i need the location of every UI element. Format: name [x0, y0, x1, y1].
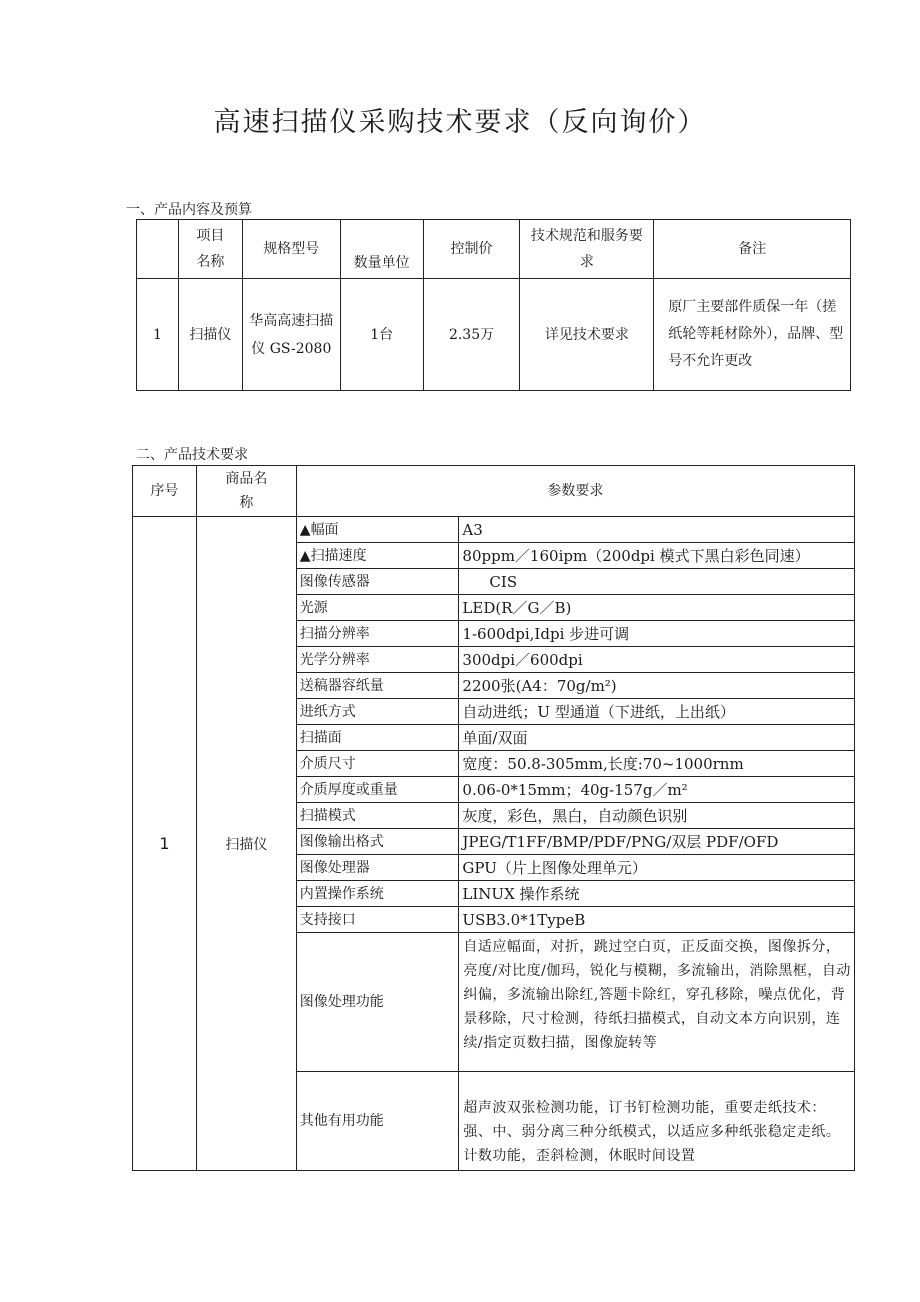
- param-key: 扫描模式: [296, 803, 459, 829]
- header-price: 控制价: [423, 220, 520, 279]
- row-seq: 1: [137, 279, 179, 391]
- product-name: 扫描仪: [196, 517, 296, 1171]
- param-key: 进纸方式: [296, 699, 459, 725]
- param-value: A3: [459, 517, 855, 543]
- section-heading-budget: 一、产品内容及预算: [126, 202, 252, 218]
- param-key: 扫描分辨率: [296, 621, 459, 647]
- param-key: 介质厚度或重量: [296, 777, 459, 803]
- param-value: 1-600dpi,Idpi 步进可调: [459, 621, 855, 647]
- header-params: 参数要求: [296, 466, 854, 517]
- param-value: 灰度，彩色，黑白，自动颜色识别: [459, 803, 855, 829]
- header-seq: 序号: [133, 466, 197, 517]
- param-key: 图像输出格式: [296, 829, 459, 855]
- param-value: JPEG/T1FF/BMP/PDF/PNG/双层 PDF/OFD: [459, 829, 855, 855]
- param-key: 支持接口: [296, 907, 459, 933]
- param-value: USB3.0*1TypeB: [459, 907, 855, 933]
- param-value: 300dpi／600dpi: [459, 647, 855, 673]
- param-value: 自适应幅面，对折，跳过空白页，正反面交换，图像拆分，亮度/对比度/伽玛，锐化与模糊，多流输出，消除黑框，自动纠偏，多流输出除红,答题卡除红，穿孔移除，噪点优化，背景移除，尺寸检测，待纸扫描模式，自动文本方向识别，连续/指定页数扫描，图像旋转等: [459, 933, 855, 1072]
- param-value: 宽度：50.8-305mm,长度:70~1000rnm: [459, 751, 855, 777]
- param-key: 光学分辨率: [296, 647, 459, 673]
- row-spec: 详见技术要求: [520, 279, 654, 391]
- param-value: CIS: [459, 569, 855, 595]
- param-value: 80ppm／160ipm（200dpi 模式下黑白彩色同速）: [459, 543, 855, 569]
- row-name: 扫描仪: [178, 279, 242, 391]
- param-key: 送稿器容纸量: [296, 673, 459, 699]
- tech-table-header: [133, 466, 855, 517]
- param-value: 0.06-0*15mm；40g-157g／m²: [459, 777, 855, 803]
- param-value: 超声波双张检测功能，订书钉检测功能，重要走纸技术：强、中、弱分离三种分纸模式，以适应多种纸张稳定走纸。计数功能，歪斜检测，休眠时间设置: [459, 1072, 855, 1171]
- page-title: 高速扫描仪采购技术要求（反向询价）: [213, 107, 707, 138]
- row-price: 2.35万: [423, 279, 520, 391]
- header-product-name: 商品名称: [196, 466, 296, 517]
- param-value: LINUX 操作系统: [459, 881, 855, 907]
- param-key: 其他有用功能: [296, 1072, 459, 1171]
- triangle-marker-icon: ▲: [299, 547, 311, 564]
- row-note: 原厂主要部件质保一年（搓纸轮等耗材除外），品牌、型号不允许更改: [654, 279, 851, 391]
- header-item-name: 项目名称: [178, 220, 242, 279]
- row-qty: 1台: [340, 279, 423, 391]
- param-value: 单面/双面: [459, 725, 855, 751]
- param-value: GPU（片上图像处理单元）: [459, 855, 855, 881]
- budget-table: [136, 219, 851, 391]
- row-model: 华高高速扫描仪 GS-2080: [242, 279, 340, 391]
- header-spec: 技术规范和服务要求: [520, 220, 654, 279]
- header-qty: 数量单位: [340, 220, 423, 279]
- param-row: [133, 517, 855, 543]
- param-key: 图像处理功能: [296, 933, 459, 1072]
- param-key: 光源: [296, 595, 459, 621]
- product-seq: 1: [133, 517, 197, 1171]
- budget-table-header: [137, 220, 851, 279]
- param-key: ▲扫描速度: [296, 543, 459, 569]
- param-key: 图像传感器: [296, 569, 459, 595]
- param-value: 2200张(A4：70g/m²): [459, 673, 855, 699]
- section-heading-tech: 二、产品技术要求: [136, 447, 248, 463]
- triangle-marker-icon: ▲: [299, 521, 311, 538]
- param-key: 介质尺寸: [296, 751, 459, 777]
- param-key: 扫描面: [296, 725, 459, 751]
- tech-requirements-table: [132, 465, 855, 1171]
- param-key: 图像处理器: [296, 855, 459, 881]
- param-value: LED(R／G／B): [459, 595, 855, 621]
- param-key: 内置操作系统: [296, 881, 459, 907]
- budget-table-row: [137, 279, 851, 391]
- param-value: 自动进纸；U 型通道（下进纸，上出纸）: [459, 699, 855, 725]
- header-seq: [137, 220, 179, 279]
- header-note: 备注: [654, 220, 851, 279]
- param-key: ▲幅面: [296, 517, 459, 543]
- header-model: 规格型号: [242, 220, 340, 279]
